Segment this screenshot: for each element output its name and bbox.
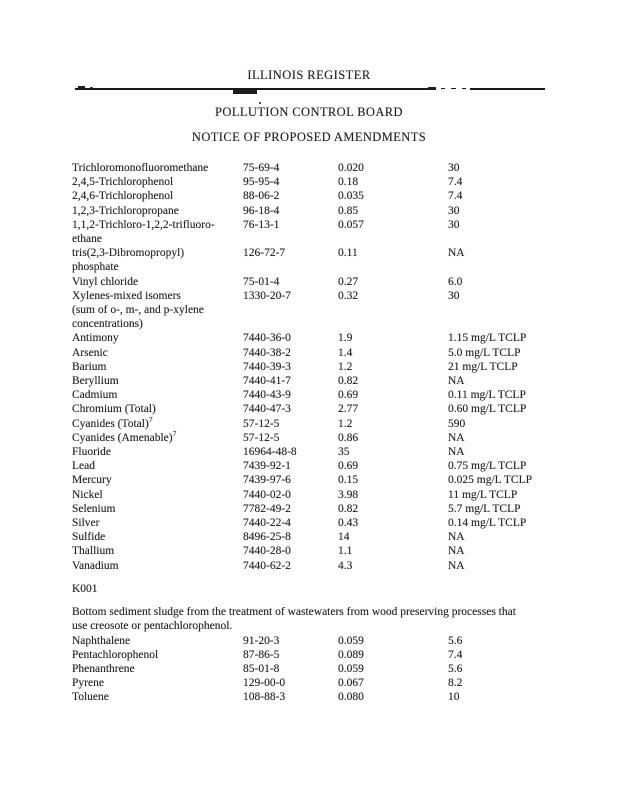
chemical-name [72, 402, 243, 416]
cas-number: 7440-38-2 [243, 346, 291, 359]
table-row [72, 544, 604, 558]
table-row [72, 648, 608, 662]
cas-number: 75-01-4 [243, 275, 280, 288]
chemical-name [72, 374, 243, 388]
standard-value: 590 [448, 417, 466, 430]
chemical-name [72, 459, 243, 473]
standard-value: 5.6 [448, 663, 463, 676]
chemical-name-line: Beryllium [72, 375, 119, 388]
concentration-value: 0.020 [338, 162, 364, 174]
chemical-name-line: Nickel [72, 488, 103, 501]
standard-value: 7.4 [448, 648, 463, 661]
chemical-name-line: Naphthalene [72, 634, 131, 647]
chemical-name-line: Chromium (Total) [72, 403, 156, 416]
chemical-name [72, 431, 243, 445]
scan-artifact-dot [462, 88, 466, 89]
chemical-name [72, 289, 243, 332]
table-row [72, 690, 608, 704]
cas-number: 7439-97-6 [243, 474, 291, 487]
chemical-name-line: Barium [72, 360, 107, 373]
chemical-name-line: Vinyl chloride [72, 275, 139, 288]
standard-value: 1.15 mg/L TCLP [448, 332, 527, 345]
chemical-name-line: Cadmium [72, 389, 118, 402]
chemical-name [72, 388, 243, 402]
constituent-table [72, 161, 604, 573]
table-row [72, 246, 604, 274]
chemical-name-line: Toluene [72, 691, 109, 704]
chemical-name-line: 2,4,5-Trichlorophenol [72, 176, 174, 189]
chemical-name-line: tris(2,3-Dibromopropyl) [72, 247, 185, 260]
chemical-name-line: (sum of o-, m-, and p-xylene [72, 304, 204, 317]
cas-number: 7440-43-9 [243, 389, 291, 402]
text-line: use creosote or pentachlorophenol. [72, 620, 233, 633]
concentration-value: 0.035 [338, 190, 364, 203]
standard-value: 5.0 mg/L TCLP [448, 346, 521, 359]
concentration-value: 0.15 [338, 474, 359, 487]
standard-value: 0.75 mg/L TCLP [448, 460, 527, 473]
cas-number: 7440-41-7 [243, 375, 291, 388]
chemical-name [72, 634, 243, 648]
chemical-name-line: Lead [72, 460, 95, 473]
concentration-value: 35 [338, 446, 350, 459]
chemical-name [72, 189, 243, 203]
page-title: ILLINOIS REGISTER [247, 68, 371, 82]
k001-table [72, 634, 608, 705]
concentration-value: 0.057 [338, 218, 364, 231]
standard-value: 10 [448, 691, 460, 704]
concentration-value: 2.77 [338, 403, 359, 416]
standard-value: 11 mg/L TCLP [448, 488, 518, 501]
chemical-name-line: concentrations) [72, 318, 143, 331]
standard-value: NA [448, 431, 465, 444]
concentration-value: 0.089 [338, 648, 364, 661]
cas-number: 88-06-2 [243, 190, 280, 203]
standard-value: 5.6 [448, 634, 463, 647]
chemical-name [72, 676, 243, 690]
cas-number: 1330-20-7 [243, 289, 291, 302]
cas-number: 7440-02-0 [243, 488, 291, 501]
chemical-name-line: Phenanthrene [72, 663, 135, 676]
table-row [72, 516, 604, 530]
scan-artifact-blob [428, 87, 436, 90]
scan-artifact-dot [451, 88, 456, 89]
table-row [72, 459, 604, 473]
table-row [72, 502, 604, 516]
table-row [72, 189, 604, 203]
table-row [72, 346, 604, 360]
chemical-name [72, 690, 243, 704]
table-row [72, 559, 604, 573]
chemical-name-line: Cyanides (Amenable)$^7$ [72, 429, 177, 444]
table-row [72, 488, 604, 502]
cas-number: 75-69-4 [243, 162, 280, 174]
cas-number: 96-18-4 [243, 204, 280, 217]
table-row [72, 275, 604, 289]
waste-description [72, 605, 608, 633]
standard-value: NA [448, 545, 465, 558]
concentration-value: 1.4 [338, 346, 353, 359]
concentration-value: 3.98 [338, 488, 359, 501]
concentration-value: 0.69 [338, 460, 359, 473]
scan-artifact-dot [90, 87, 93, 89]
chemical-name-line: ethane [72, 233, 103, 246]
concentration-value: 0.059 [338, 663, 364, 676]
table-row [72, 360, 604, 374]
concentration-value: 0.86 [338, 431, 359, 444]
chemical-name [72, 559, 243, 573]
table-row [72, 431, 604, 445]
concentration-value: 0.32 [338, 289, 359, 302]
cas-number: 7440-62-2 [243, 559, 291, 572]
chemical-name-line: Antimony [72, 332, 119, 345]
table-row [72, 204, 604, 218]
standard-value: 8.2 [448, 677, 463, 690]
table-row [72, 161, 604, 175]
table-row [72, 676, 608, 690]
cas-number: 85-01-8 [243, 663, 280, 676]
cas-number: 129-00-0 [243, 677, 286, 690]
standard-value: 0.11 mg/L TCLP [448, 389, 526, 402]
cas-number: 7439-92-1 [243, 460, 291, 473]
notice-title: NOTICE OF PROPOSED AMENDMENTS [191, 130, 427, 144]
chemical-name [72, 544, 243, 558]
concentration-value: 0.82 [338, 502, 359, 515]
board-title: POLLUTION CONTROL BOARD [215, 105, 403, 119]
table-row [72, 530, 604, 544]
standard-value: NA [448, 559, 465, 572]
concentration-value: 1.9 [338, 332, 353, 345]
standard-value: NA [448, 446, 465, 459]
chemical-name [72, 161, 243, 175]
standard-value: 7.4 [448, 190, 463, 203]
standard-value: 30 [448, 218, 460, 231]
standard-value: 7.4 [448, 176, 463, 189]
chemical-name-line: Trichloromonofluoromethane [72, 162, 209, 174]
chemical-name [72, 175, 243, 189]
table-row [72, 634, 608, 648]
concentration-value: 0.43 [338, 517, 359, 530]
chemical-name-line: 1,1,2-Trichloro-1,2,2-trifluoro- [72, 218, 215, 231]
standard-value: 6.0 [448, 275, 463, 288]
chemical-name [72, 414, 243, 431]
standard-value: 0.025 mg/L TCLP [448, 474, 533, 487]
chemical-name-line: Selenium [72, 502, 116, 515]
concentration-value: 0.82 [338, 375, 359, 388]
cas-number: 57-12-5 [243, 417, 280, 430]
standard-value: NA [448, 531, 465, 544]
scan-artifact-underline [233, 90, 257, 94]
header-rule-right-segment [470, 88, 545, 90]
chemical-name-line: Sulfide [72, 531, 106, 544]
chemical-name [72, 473, 243, 487]
chemical-name [72, 346, 243, 360]
table-row [72, 414, 604, 431]
concentration-value: 0.85 [338, 204, 359, 217]
chemical-name-line: Mercury [72, 474, 112, 487]
concentration-value: 4.3 [338, 559, 353, 572]
chemical-name-line: Pyrene [72, 677, 104, 690]
standard-value: 30 [448, 162, 460, 174]
table-row [72, 473, 604, 487]
table-row [72, 374, 604, 388]
chemical-name [72, 360, 243, 374]
cas-number: 87-86-5 [243, 648, 280, 661]
scan-artifact-dash [78, 86, 85, 88]
chemical-name [72, 218, 243, 246]
standard-value: 30 [448, 204, 460, 217]
scan-artifact-dot [441, 88, 445, 89]
chemical-name-line: Silver [72, 517, 100, 530]
cas-number: 7440-22-4 [243, 517, 291, 530]
cas-number: 95-95-4 [243, 176, 280, 189]
k001-section [72, 582, 608, 705]
table-row [72, 662, 608, 676]
chemical-name [72, 530, 243, 544]
cas-number: 7440-36-0 [243, 332, 291, 345]
chemical-name [72, 648, 243, 662]
chemical-name-line: Pentachlorophenol [72, 648, 159, 661]
chemical-name-line: phosphate [72, 261, 119, 274]
table-row [72, 289, 604, 332]
chemical-name [72, 331, 243, 345]
table-row [72, 388, 604, 402]
scan-artifact-dot [259, 102, 261, 104]
cas-number: 7440-39-3 [243, 360, 291, 373]
cas-number: 76-13-1 [243, 218, 280, 231]
chemical-name [72, 662, 243, 676]
chemical-name [72, 275, 243, 289]
cas-number: 8496-25-8 [243, 531, 291, 544]
footnote-marker: 7 [172, 429, 177, 439]
concentration-value: 1.2 [338, 417, 353, 430]
footnote-marker: 7 [148, 414, 153, 424]
cas-number: 16964-48-8 [243, 446, 297, 459]
table-row [72, 445, 604, 459]
chemical-name-line: Thallium [72, 545, 115, 558]
cas-number: 57-12-5 [243, 431, 280, 444]
chemical-name-line: 2,4,6-Trichlorophenol [72, 190, 174, 203]
chemical-name-line: Arsenic [72, 346, 108, 359]
concentration-value: 1.1 [338, 545, 353, 558]
chemical-name [72, 246, 243, 274]
concentration-value: 14 [338, 531, 350, 544]
standard-value: 0.60 mg/L TCLP [448, 403, 527, 416]
cas-number: 7440-47-3 [243, 403, 291, 416]
chemical-name [72, 516, 243, 530]
concentration-value: 0.080 [338, 691, 364, 704]
chemical-name-line: 1,2,3-Trichloropropane [72, 204, 179, 217]
cas-number: 7440-28-0 [243, 545, 291, 558]
cas-number: 108-88-3 [243, 691, 286, 704]
table-row [72, 175, 604, 189]
concentration-value: 0.067 [338, 677, 364, 690]
chemical-name-line: Fluoride [72, 446, 111, 459]
standard-value: NA [448, 375, 465, 388]
cas-number: 126-72-7 [243, 247, 286, 260]
chemical-name [72, 502, 243, 516]
concentration-value: 0.69 [338, 389, 359, 402]
concentration-value: 0.27 [338, 275, 359, 288]
concentration-value: 0.11 [338, 247, 358, 260]
standard-value: 30 [448, 289, 460, 302]
chemical-name-line: Vanadium [72, 559, 119, 572]
cas-number: 7782-49-2 [243, 502, 291, 515]
text-line: Bottom sediment sludge from the treatment of wastewaters from wood preserving processes that [72, 606, 516, 619]
standard-value: NA [448, 247, 465, 260]
concentration-value: 0.18 [338, 176, 359, 189]
chemical-name [72, 445, 243, 459]
concentration-value: 0.059 [338, 634, 364, 647]
standard-value: 21 mg/L TCLP [448, 360, 518, 373]
table-row [72, 218, 604, 246]
standard-value: 5.7 mg/L TCLP [448, 502, 521, 515]
waste-code: K001 [72, 583, 98, 595]
table-row [72, 331, 604, 345]
concentration-value: 1.2 [338, 360, 353, 373]
chemical-name-line: Cyanides (Total)$^7$ [72, 414, 153, 430]
standard-value: 0.14 mg/L TCLP [448, 517, 527, 530]
cas-number: 91-20-3 [243, 634, 280, 647]
chemical-name-line: Xylenes-mixed isomers [72, 289, 181, 302]
chemical-name [72, 488, 243, 502]
chemical-name [72, 204, 243, 218]
